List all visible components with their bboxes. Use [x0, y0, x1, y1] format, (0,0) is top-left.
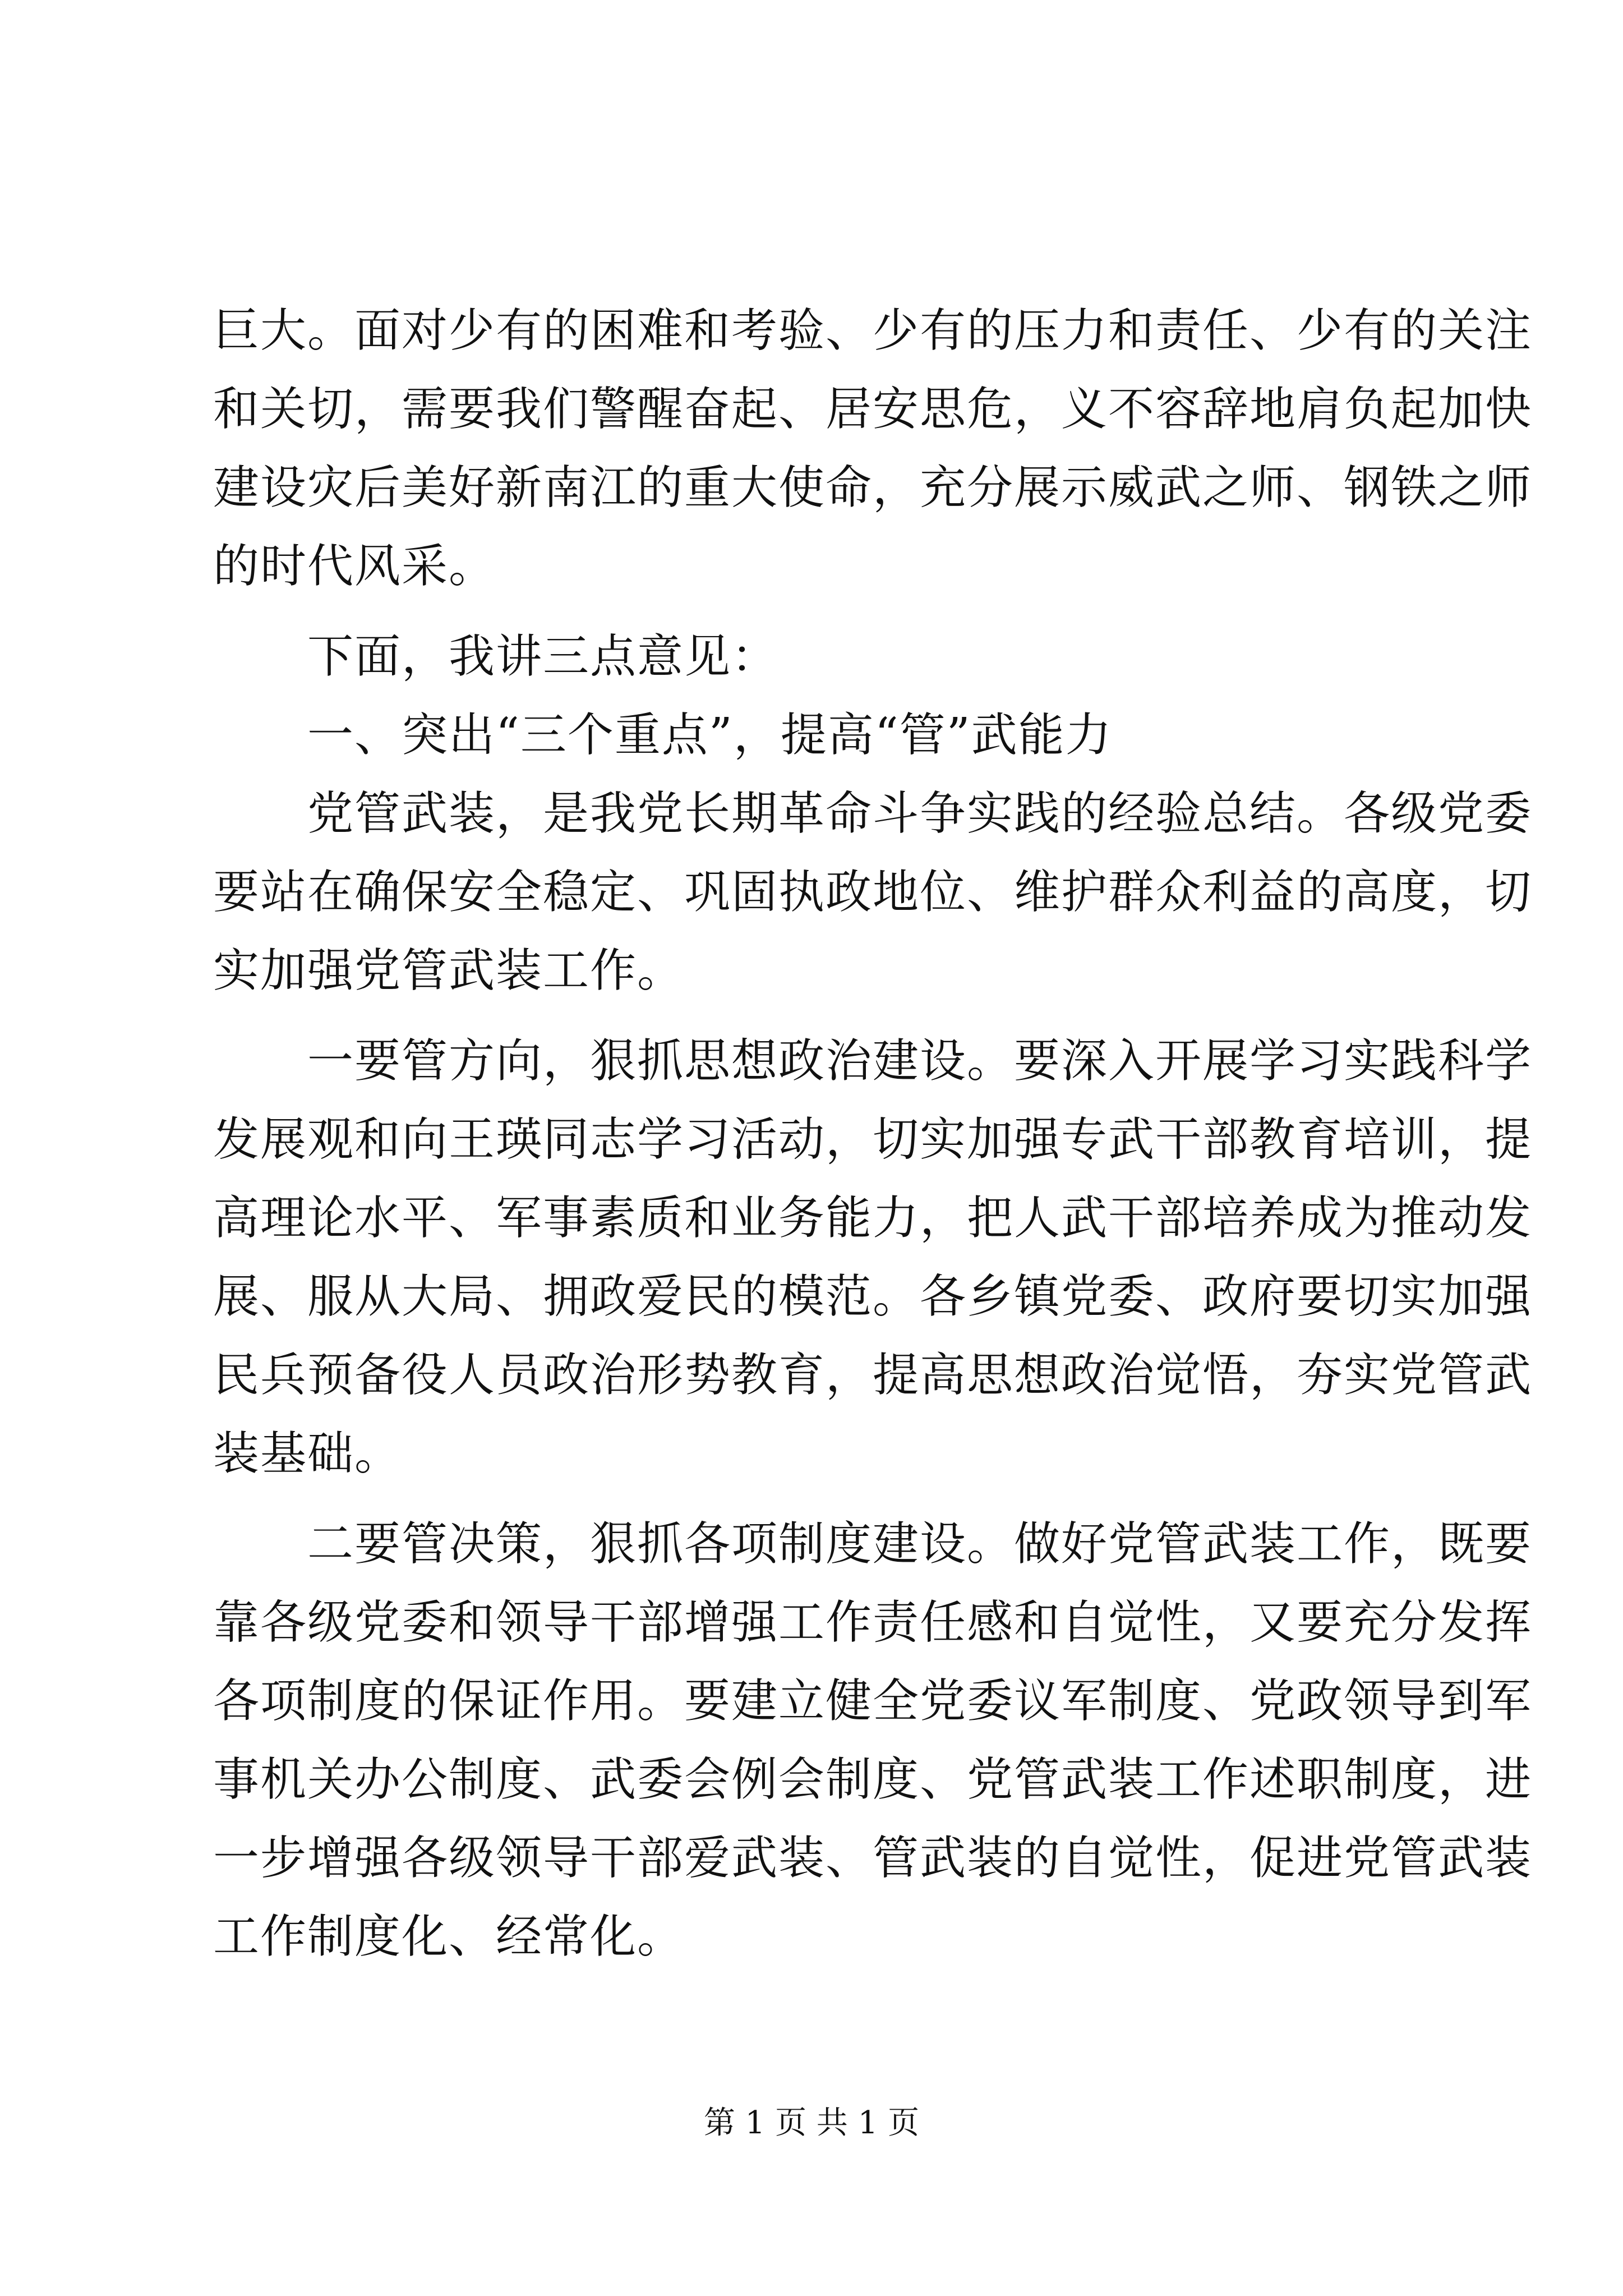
text-line: 一步增强各级领导干部爱武装、管武装的自觉性，促进党管武装: [213, 1832, 1533, 1885]
paragraph-spacer: [213, 1010, 1436, 1022]
text-line: 的时代风采。: [213, 540, 496, 593]
paragraph-party-control: [213, 775, 1533, 1010]
section-heading-1: [213, 696, 1436, 775]
paragraph-intro-continuation: [213, 292, 1533, 606]
paragraph-spacer: [213, 1493, 1436, 1505]
text-line: 巨大。面对少有的困难和考验、少有的压力和责任、少有的关注: [213, 304, 1533, 357]
text-line: 要站在确保安全稳定、巩固执政地位、维护群众利益的高度，切: [213, 866, 1533, 919]
text-line: 下面，我讲三点意见：: [307, 630, 779, 683]
paragraph-three-points: [213, 618, 1436, 696]
text-line: 装基础。: [213, 1427, 402, 1480]
paragraph-spacer: [213, 606, 1436, 618]
text-line: 各项制度的保证作用。要建立健全党委议军制度、党政领导到军: [213, 1674, 1533, 1728]
heading-text: 一、突出“三个重点”，提高“管”武能力: [307, 708, 1113, 762]
text-line: 二要管决策，狠抓各项制度建设。做好党管武装工作，既要: [307, 1517, 1533, 1571]
text-line: 党管武装，是我党长期革命斗争实践的经验总结。各级党委: [307, 787, 1533, 840]
text-line: 工作制度化、经常化。: [213, 1910, 685, 1963]
text-line: 发展观和向王瑛同志学习活动，切实加强专武干部教育培训，提: [213, 1113, 1533, 1166]
text-line: 民兵预备役人员政治形势教育，提高思想政治觉悟，夯实党管武: [213, 1349, 1533, 1402]
text-line: 实加强党管武装工作。: [213, 944, 685, 997]
text-line: 靠各级党委和领导干部增强工作责任感和自觉性，又要充分发挥: [213, 1596, 1533, 1649]
paragraph-decision: [213, 1505, 1533, 1976]
paragraph-direction: [213, 1022, 1533, 1493]
page-footer: [0, 2101, 1623, 2146]
text-line: 一要管方向，狠抓思想政治建设。要深入开展学习实践科学: [307, 1034, 1533, 1088]
page-number: 第 1 页 共 1 页: [703, 2105, 920, 2141]
text-line: 建设灾后美好新南江的重大使命，充分展示威武之师、钢铁之师: [213, 461, 1533, 514]
document-body: [213, 292, 1533, 1976]
text-line: 和关切，需要我们警醒奋起、居安思危，义不容辞地肩负起加快: [213, 383, 1533, 436]
text-line: 展、服从大局、拥政爱民的模范。各乡镇党委、政府要切实加强: [213, 1270, 1533, 1323]
text-line: 高理论水平、军事素质和业务能力，把人武干部培养成为推动发: [213, 1191, 1533, 1245]
text-line: 事机关办公制度、武委会例会制度、党管武装工作述职制度，进: [213, 1753, 1533, 1806]
